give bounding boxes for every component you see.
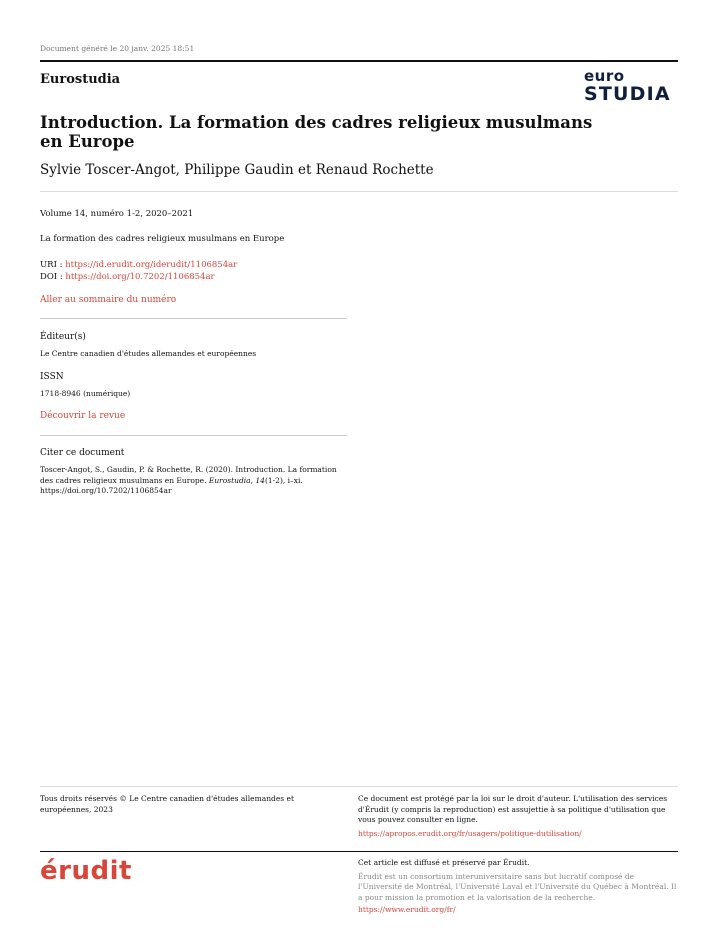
issue-title: La formation des cadres religieux musulmans en Europe — [40, 234, 285, 244]
eurostudia-logo — [584, 69, 680, 104]
editeur-label: Éditeur(s) — [40, 332, 86, 342]
logo-line1: euro — [584, 67, 625, 85]
sommaire-link[interactable]: Aller au sommaire du numéro — [40, 295, 177, 305]
footer-divider — [40, 786, 678, 787]
top-rule — [40, 60, 678, 62]
rights-notice: Tous droits réservés © Le Centre canadien d'études allemandes et européennes, 2023 — [40, 794, 294, 814]
citation-journal: Eurostudia — [208, 475, 251, 485]
doi-label: DOI : — [40, 272, 66, 282]
erudit-logo: érudit — [40, 856, 132, 886]
uri-link[interactable]: https://id.erudit.org/iderudit/1106854ar — [65, 260, 238, 270]
revue-link[interactable]: Découvrir la revue — [40, 411, 126, 421]
citer-label: Citer ce document — [40, 448, 125, 458]
citation-before: Toscer-Angot, S., Gaudin, P. & Rochette, R. (2020). Introduction. La formation des cadres religieux musulmans en Europe. — [40, 465, 337, 485]
identifiers — [40, 259, 237, 283]
erudit-link[interactable]: https://www.erudit.org/fr/ — [358, 905, 456, 914]
diffuse-text: Cet article est diffusé et préservé par Érudit. — [358, 858, 530, 867]
erudit-notice — [358, 858, 678, 916]
consortium-text: Érudit est un consortium interuniversitaire sans but lucratif composé de l'Université de Montréal, l'Université Laval et l'Université du Québec à Montréal. Il a pour mission la promotion et la valorisation de la recherche. — [358, 871, 677, 902]
citation-sep: , — [250, 475, 256, 485]
article-authors: Sylvie Toscer-Angot, Philippe Gaudin et Renaud Rochette — [40, 162, 434, 178]
protection-text: Ce document est protégé par la loi sur le droit d'auteur. L'utilisation des services d'Érudit (y compris la reproduction) est assujettie à sa politique d'utilisation que vous pouvez consulter en ligne. — [358, 794, 668, 824]
section-divider — [40, 435, 347, 436]
issn-label: ISSN — [40, 372, 64, 382]
citation-after: (1-2), i–xi. https://doi.org/10.7202/1106854ar — [40, 475, 303, 495]
journal-name: Eurostudia — [40, 72, 121, 87]
citation-volume: 14 — [255, 475, 265, 485]
footer-rule — [40, 851, 678, 852]
policy-link[interactable]: https://apropos.erudit.org/fr/usagers/politique-dutilisation/ — [358, 828, 582, 838]
logo-line2: STUDIA — [584, 83, 671, 105]
article-title: Introduction. La formation des cadres religieux musulmans en Europe — [40, 113, 593, 151]
editeur-value: Le Centre canadien d'études allemandes et européennes — [40, 349, 257, 358]
issn-value: 1718-8946 (numérique) — [40, 389, 131, 398]
generated-timestamp: Document généré le 20 janv. 2025 18:51 — [40, 44, 195, 53]
section-divider — [40, 318, 347, 319]
doi-link[interactable]: https://doi.org/10.7202/1106854ar — [65, 272, 215, 282]
header-divider — [40, 191, 678, 192]
copyright-notice — [358, 794, 678, 839]
uri-label: URI : — [40, 260, 66, 270]
citation-text — [40, 465, 350, 497]
volume-info: Volume 14, numéro 1-2, 2020–2021 — [40, 209, 194, 219]
